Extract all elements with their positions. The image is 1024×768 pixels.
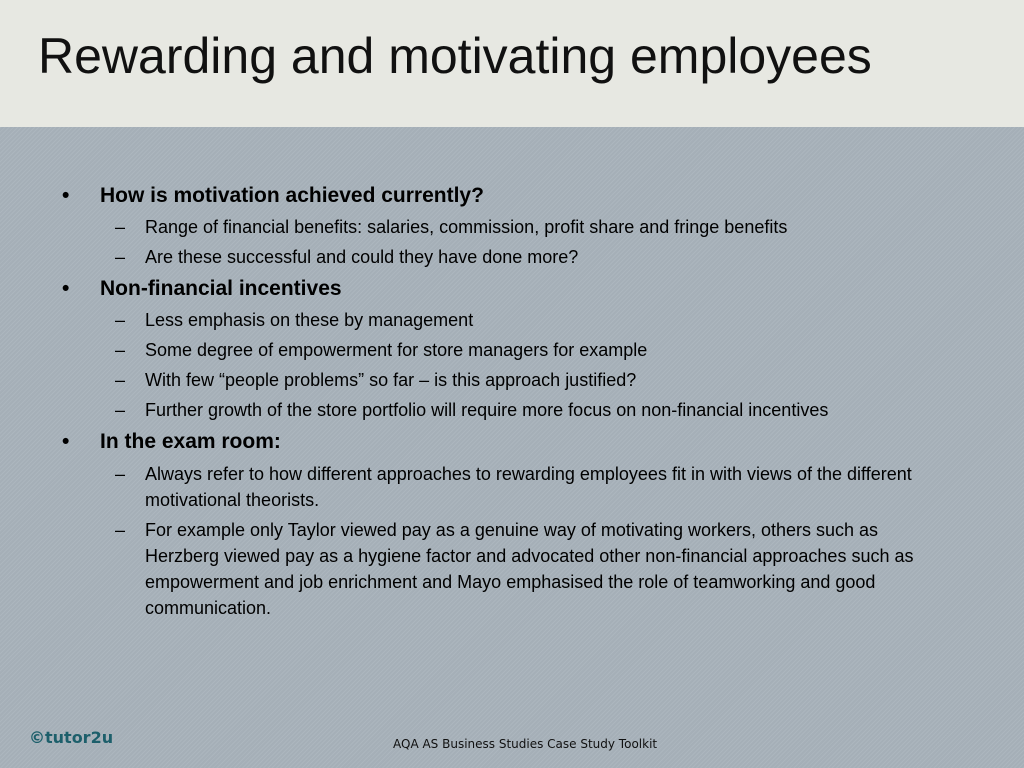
bullet-marker: • — [62, 430, 70, 454]
dash-marker: – — [115, 310, 126, 331]
bullet-heading: How is motivation achieved currently? — [100, 184, 484, 207]
sub-item-text: Further growth of the store portfolio will require more focus on non-financial incentives — [145, 400, 829, 421]
title-band — [0, 0, 1024, 127]
bullet-item — [0, 276, 1000, 301]
sub-item — [0, 307, 1000, 333]
dash-marker: – — [115, 519, 126, 540]
sub-item — [0, 367, 1000, 393]
sub-item — [0, 461, 1000, 513]
bullet-item — [0, 429, 1000, 454]
bullet-item — [0, 183, 1000, 208]
bullet-marker: • — [62, 184, 70, 207]
dash-marker: – — [115, 340, 126, 361]
slide-content — [0, 183, 1000, 627]
sub-item-text: Some degree of empowerment for store managers for example — [145, 340, 648, 361]
footer-caption: AQA AS Business Studies Case Study Toolkit — [393, 737, 658, 751]
bullet-heading: Non-financial incentives — [100, 277, 342, 301]
sub-item-text: Range of financial benefits: salaries, commission, profit share and fringe benefits — [145, 217, 788, 238]
tutor2u-logo: ©tutor2u — [29, 728, 114, 747]
sub-list — [0, 214, 1000, 270]
sub-item — [0, 214, 1000, 240]
dash-marker: – — [115, 217, 126, 238]
bullet-heading: In the exam room: — [100, 430, 281, 454]
sub-item-text: Are these successful and could they have done more? — [145, 247, 579, 268]
dash-marker: – — [115, 370, 126, 391]
dash-marker: – — [115, 247, 126, 268]
sub-list — [0, 307, 1000, 423]
sub-item-text: For example only Taylor viewed pay as a genuine way of motivating workers, others such as Herzberg viewed pay as a hygiene factor and advocated other non-financial approaches such as empowerment and job enrichment and Mayo emphasised the role of teamworking and good communication. — [145, 519, 914, 618]
sub-item-text: Always refer to how different approaches to rewarding employees fit in with views of the different motivational theorists. — [145, 463, 912, 510]
dash-marker: – — [115, 400, 126, 421]
sub-item-text: With few “people problems” so far – is this approach justified? — [145, 370, 637, 391]
slide-title: Rewarding and motivating employees — [38, 28, 872, 84]
sub-item-text: Less emphasis on these by management — [145, 310, 474, 331]
sub-item — [0, 244, 1000, 270]
sub-item — [0, 397, 1000, 423]
bullet-marker: • — [62, 277, 70, 301]
dash-marker: – — [115, 463, 126, 484]
sub-item — [0, 517, 1000, 621]
sub-item — [0, 337, 1000, 363]
sub-list — [0, 461, 1000, 621]
